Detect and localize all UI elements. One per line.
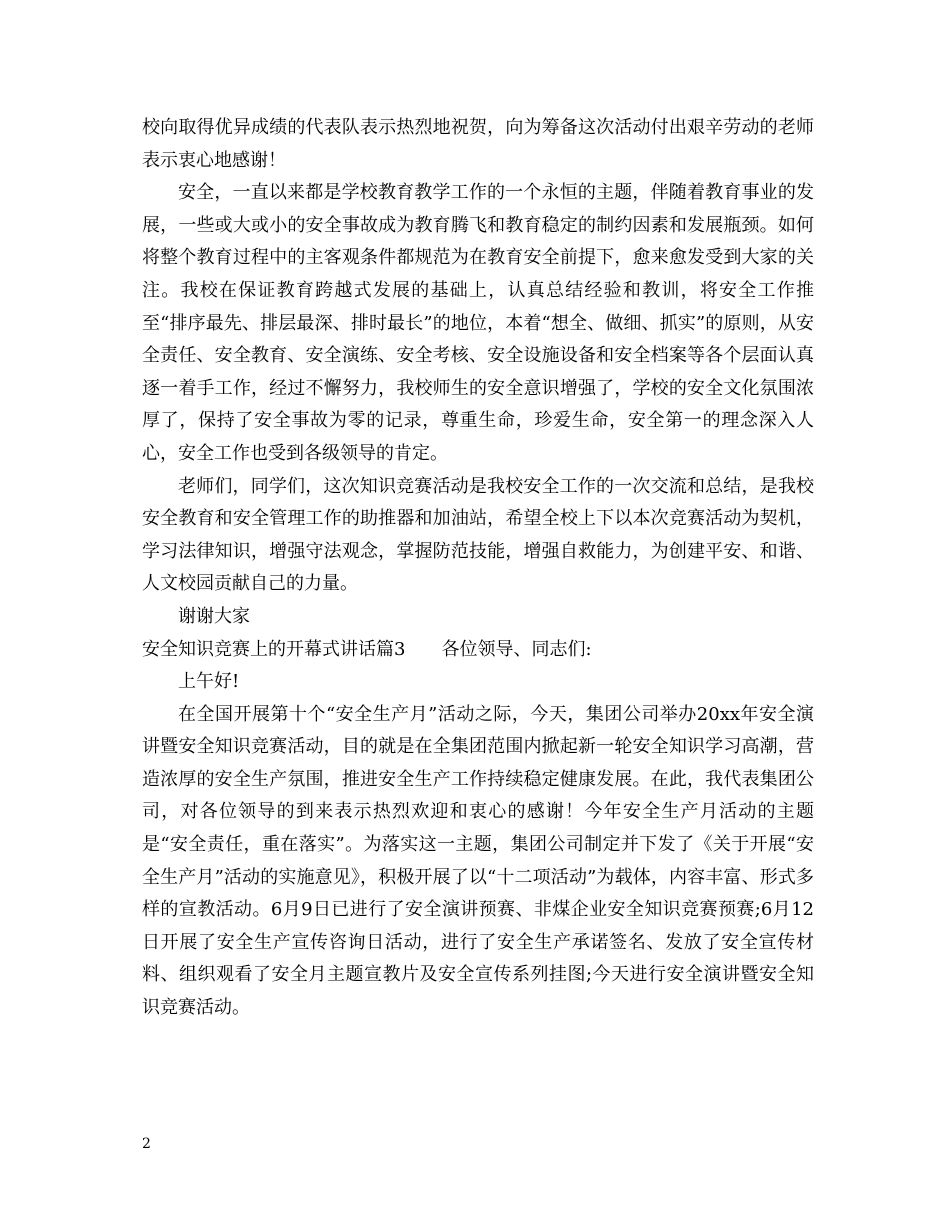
paragraph-thanks: 谢谢大家 — [178, 605, 250, 627]
paragraph-continuation: 校向取得优异成绩的代表队表示热烈地祝贺，向为筹备这次活动付出艰辛劳动的老师表示衷心地感谢！ — [142, 117, 814, 171]
paragraph-safety-month: 在全国开展第十个“安全生产月”活动之际，今天，集团公司举办20xx年安全演讲暨安全知识竞赛活动，目的就是在全集团范围内掀起新一轮安全知识学习高潮，营造浓厚的安全生产氛围，推进安全生产工作持续稳定健康发展。在此，我代表集团公司，对各位领导的到来表示热烈欢迎和衷心的感谢！今年安全生产月活动的主题是“安全责任，重在落实”。为落实这一主题，集团公司制定并下发了《关于开展“安全生产月”活动的实施意见》，积极开展了以“十二项活动”为载体，内容丰富、形式多样的宣教活动。6月9日已进行了安全演讲预赛、非煤企业安全知识竞赛预赛;6月12日开展了安全生产宣传咨询日活动，进行了安全生产承诺签名、发放了安全宣传材料、组织观看了安全月主题宣教片及安全宣传系列挂图;今天进行安全演讲暨安全知识竞赛活动。 — [142, 703, 814, 1019]
document-body — [142, 112, 814, 1025]
section-heading: 安全知识竞赛上的开幕式讲话篇3 — [142, 638, 406, 660]
paragraph-good-morning: 上午好! — [178, 671, 240, 693]
page-number: 2 — [142, 1136, 151, 1152]
section-greeting: 各位领导、同志们: — [441, 638, 592, 660]
section-heading-line — [142, 634, 814, 667]
paragraph-safety-theme: 安全，一直以来都是学校教育教学工作的一个永恒的主题，伴随着教育事业的发展，一些或大或小的安全事故成为教育腾飞和教育稳定的制约因素和发展瓶颈。如何将整个教育过程中的主客观条件都规范为在教育安全前提下，愈来愈发受到大家的关注。我校在保证教育跨越式发展的基础上，认真总结经验和教训，将安全工作推至“排序最先、排层最深、排时最长”的地位，本着“想全、做细、抓实”的原则，从安全责任、安全教育、安全演练、安全考核、安全设施设备和安全档案等各个层面认真逐一着手工作，经过不懈努力，我校师生的安全意识增强了，学校的安全文化氛围浓厚了，保持了安全事故为零的记录，尊重生命，珍爱生命，安全第一的理念深入人心，安全工作也受到各级领导的肯定。 — [142, 182, 814, 464]
paragraph-teachers-students: 老师们，同学们，这次知识竞赛活动是我校安全工作的一次交流和总结，是我校安全教育和安全管理工作的助推器和加油站，希望全校上下以本次竞赛活动为契机，学习法律知识，增强守法观念，掌握防范技能，增强自救能力，为创建平安、和谐、人文校园贡献自己的力量。 — [142, 475, 814, 595]
